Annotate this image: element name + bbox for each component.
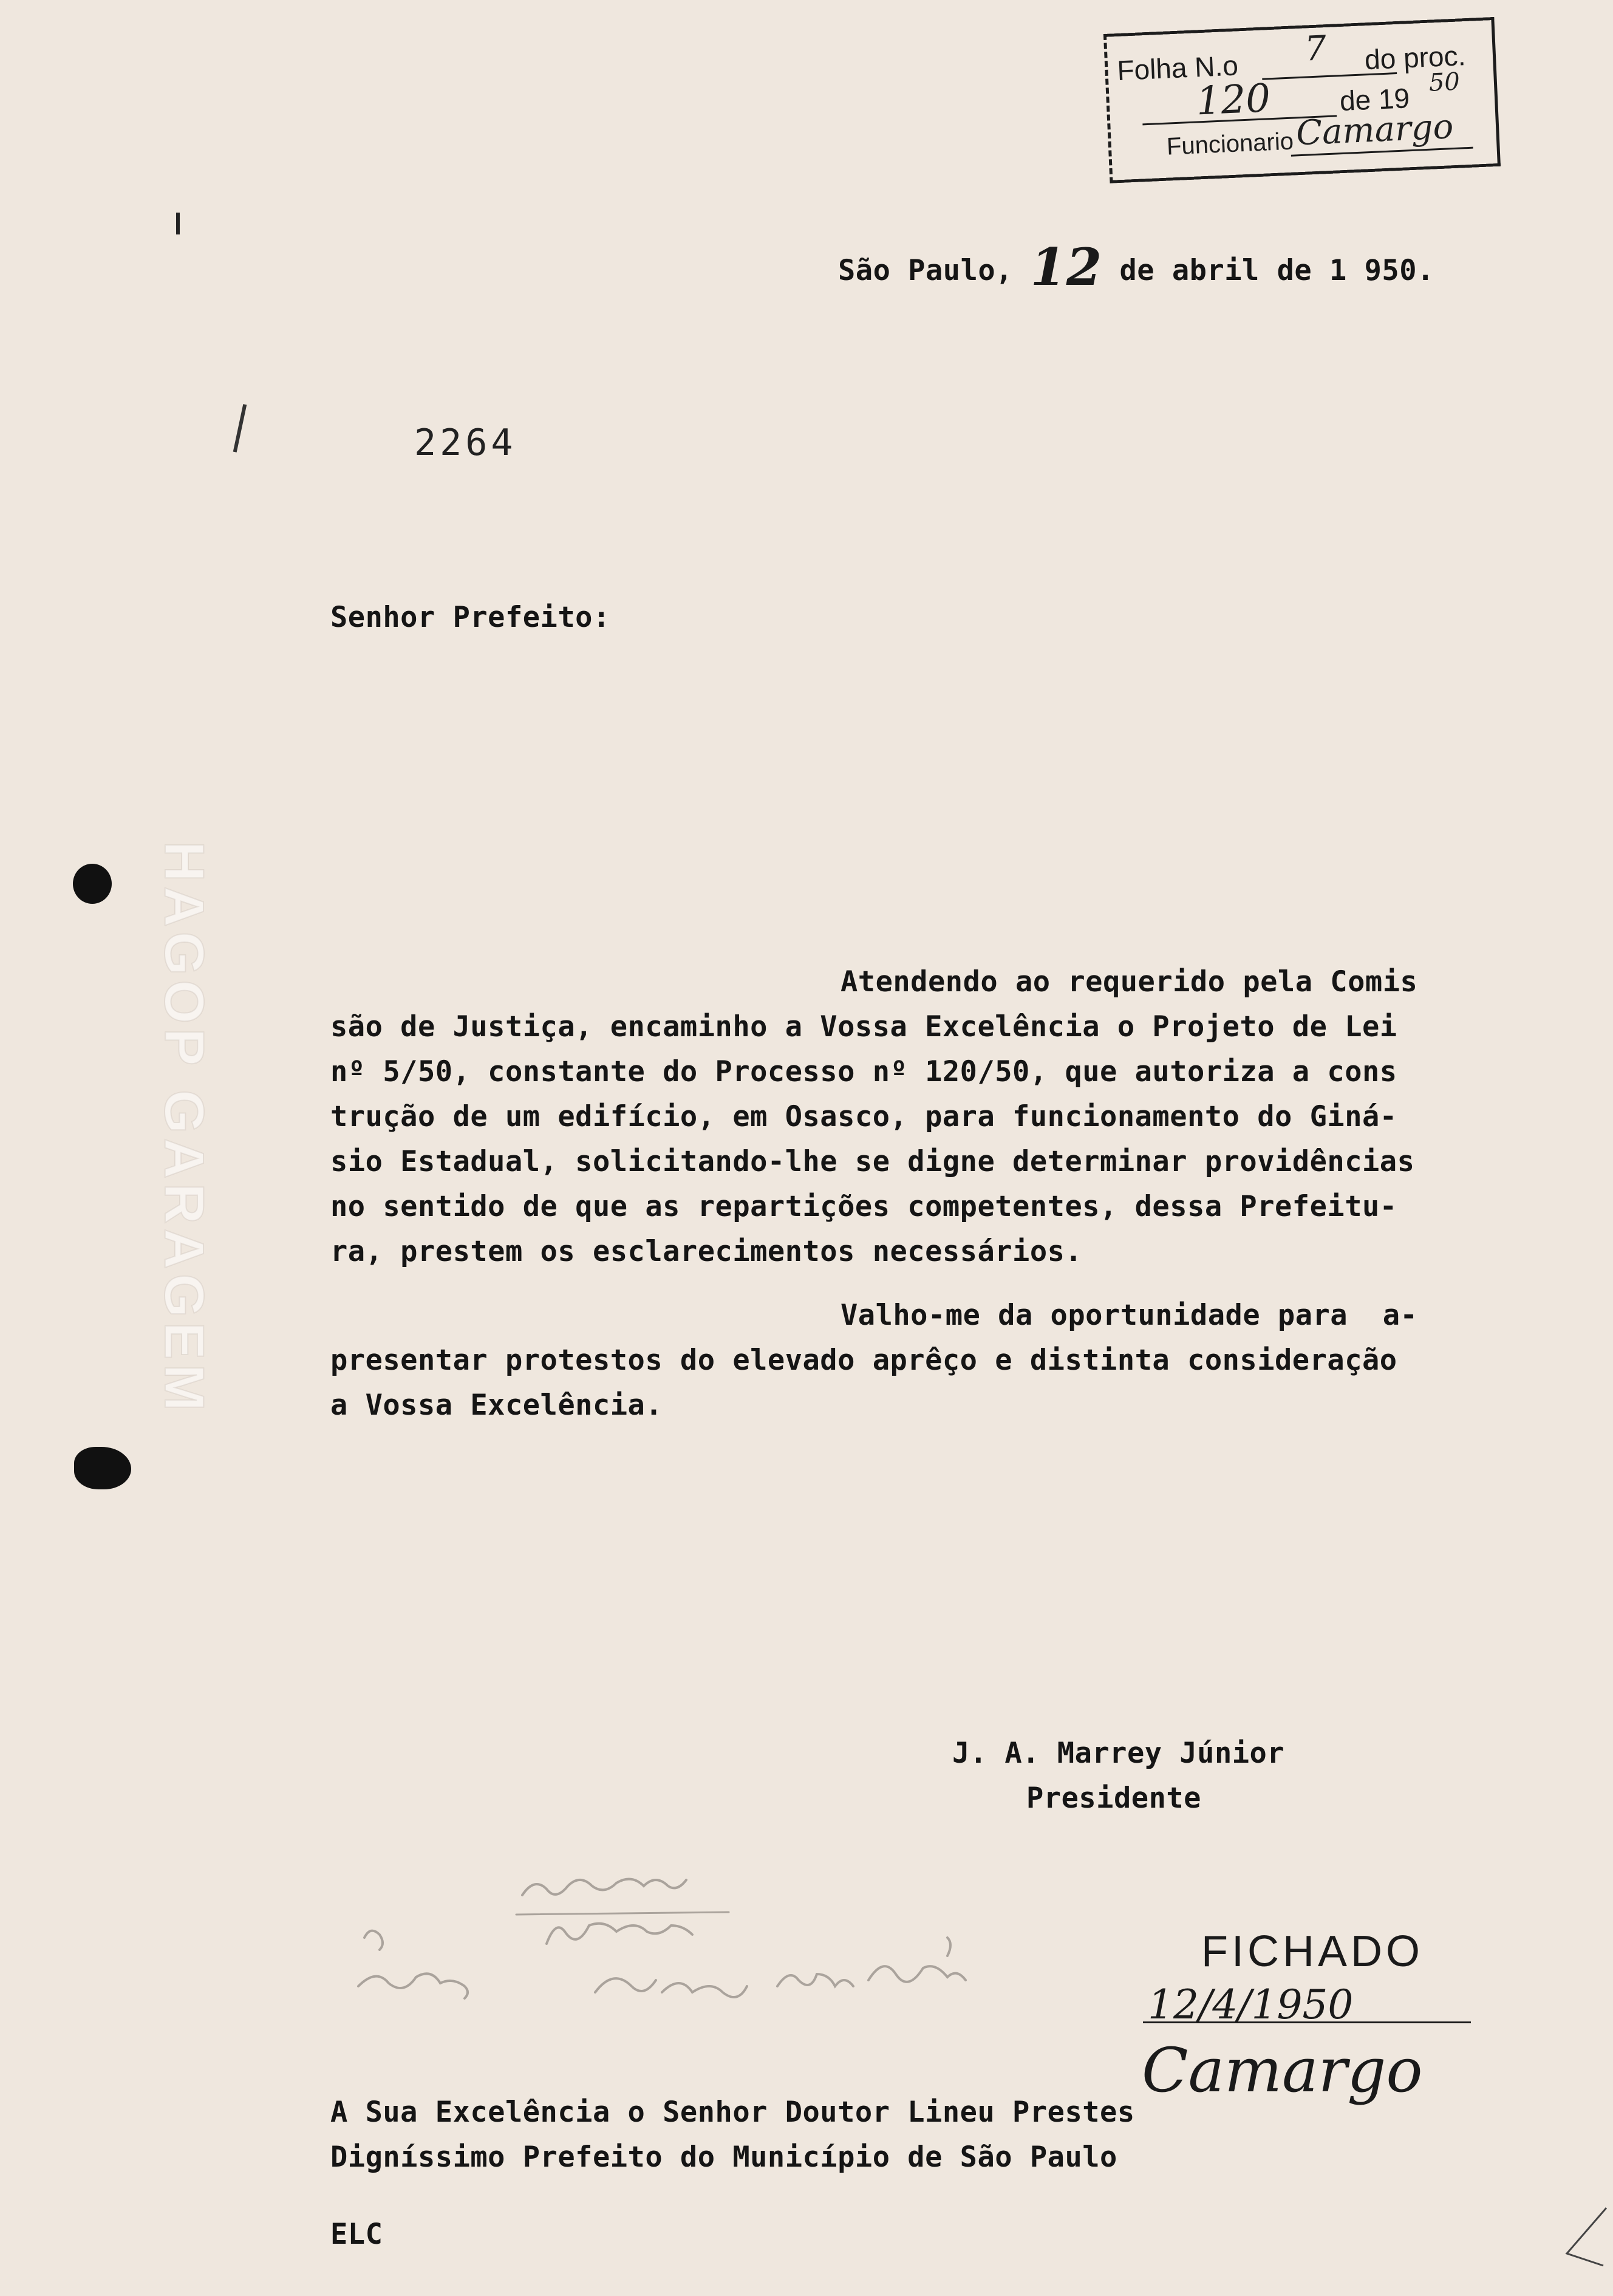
body-line: são de Justiça, encaminho a Vossa Excelência o Projeto de Lei	[330, 1010, 1397, 1044]
archive-stamp	[1103, 17, 1497, 186]
fichado-date: 12/4/1950	[1148, 1981, 1354, 2028]
binder-hole	[73, 864, 112, 904]
stamp-do-proc-label: do proc.	[1363, 39, 1467, 76]
body-line: sio Estadual, solicitando-lhe se digne determinar providências	[330, 1145, 1415, 1178]
signature-title: Presidente	[1026, 1782, 1201, 1815]
date-city: São Paulo,	[838, 254, 1013, 287]
salutation: Senhor Prefeito:	[330, 601, 610, 634]
ink-mark	[176, 213, 180, 234]
reference-number: 2264	[414, 422, 517, 464]
signature-name: J. A. Marrey Júnior	[952, 1737, 1285, 1770]
body-line: presentar protestos do elevado aprêço e distinta consideração	[330, 1344, 1397, 1377]
body-line: a Vossa Excelência.	[330, 1389, 663, 1422]
body-line: Valho-me da oportunidade para a-	[841, 1299, 1418, 1332]
stamp-funcionario-label: Funcionario	[1166, 128, 1294, 160]
stamp-folha-label: Folha N.o	[1116, 49, 1239, 87]
date-rest: de abril de 1 950.	[1119, 254, 1434, 287]
body-line: Atendendo ao requerido pela Comis	[841, 965, 1418, 999]
body-line: nº 5/50, constante do Processo nº 120/50, que autoriza a cons	[330, 1055, 1397, 1088]
fichado-underline	[1143, 2021, 1471, 2023]
pencil-scribbles	[340, 1859, 1069, 2041]
stamp-folha-value: 7	[1303, 29, 1328, 69]
addressee-line: Digníssimo Prefeito do Município de São Paulo	[330, 2141, 1117, 2174]
body-line: ra, prestem os esclarecimentos necessários.	[330, 1235, 1083, 1268]
watermark-text: HAGOP GARAGEM	[153, 841, 215, 1416]
addressee-line: A Sua Excelência o Senhor Doutor Lineu Prestes	[330, 2096, 1135, 2129]
binder-hole	[74, 1447, 131, 1489]
stamp-funcionario-signature: Camargo	[1295, 107, 1454, 154]
body-line: no sentido de que as repartições competentes, dessa Prefeitu-	[330, 1190, 1397, 1223]
stamp-proc-value: 120	[1195, 76, 1272, 125]
stamp-year-value: 50	[1428, 67, 1461, 97]
fichado-stamp-label: FICHADO	[1201, 1927, 1424, 1976]
body-line: trução de um edifício, em Osasco, para funcionamento do Giná-	[330, 1100, 1397, 1133]
date-day-handwritten: 12	[1030, 237, 1102, 297]
date-line	[838, 237, 1434, 297]
typist-initials: ELC	[330, 2218, 383, 2251]
page-corner-mark	[1561, 2205, 1609, 2272]
ink-mark	[233, 404, 247, 452]
stamp-de-label: de 19	[1338, 82, 1411, 117]
fichado-signature: Camargo	[1142, 2035, 1423, 2106]
